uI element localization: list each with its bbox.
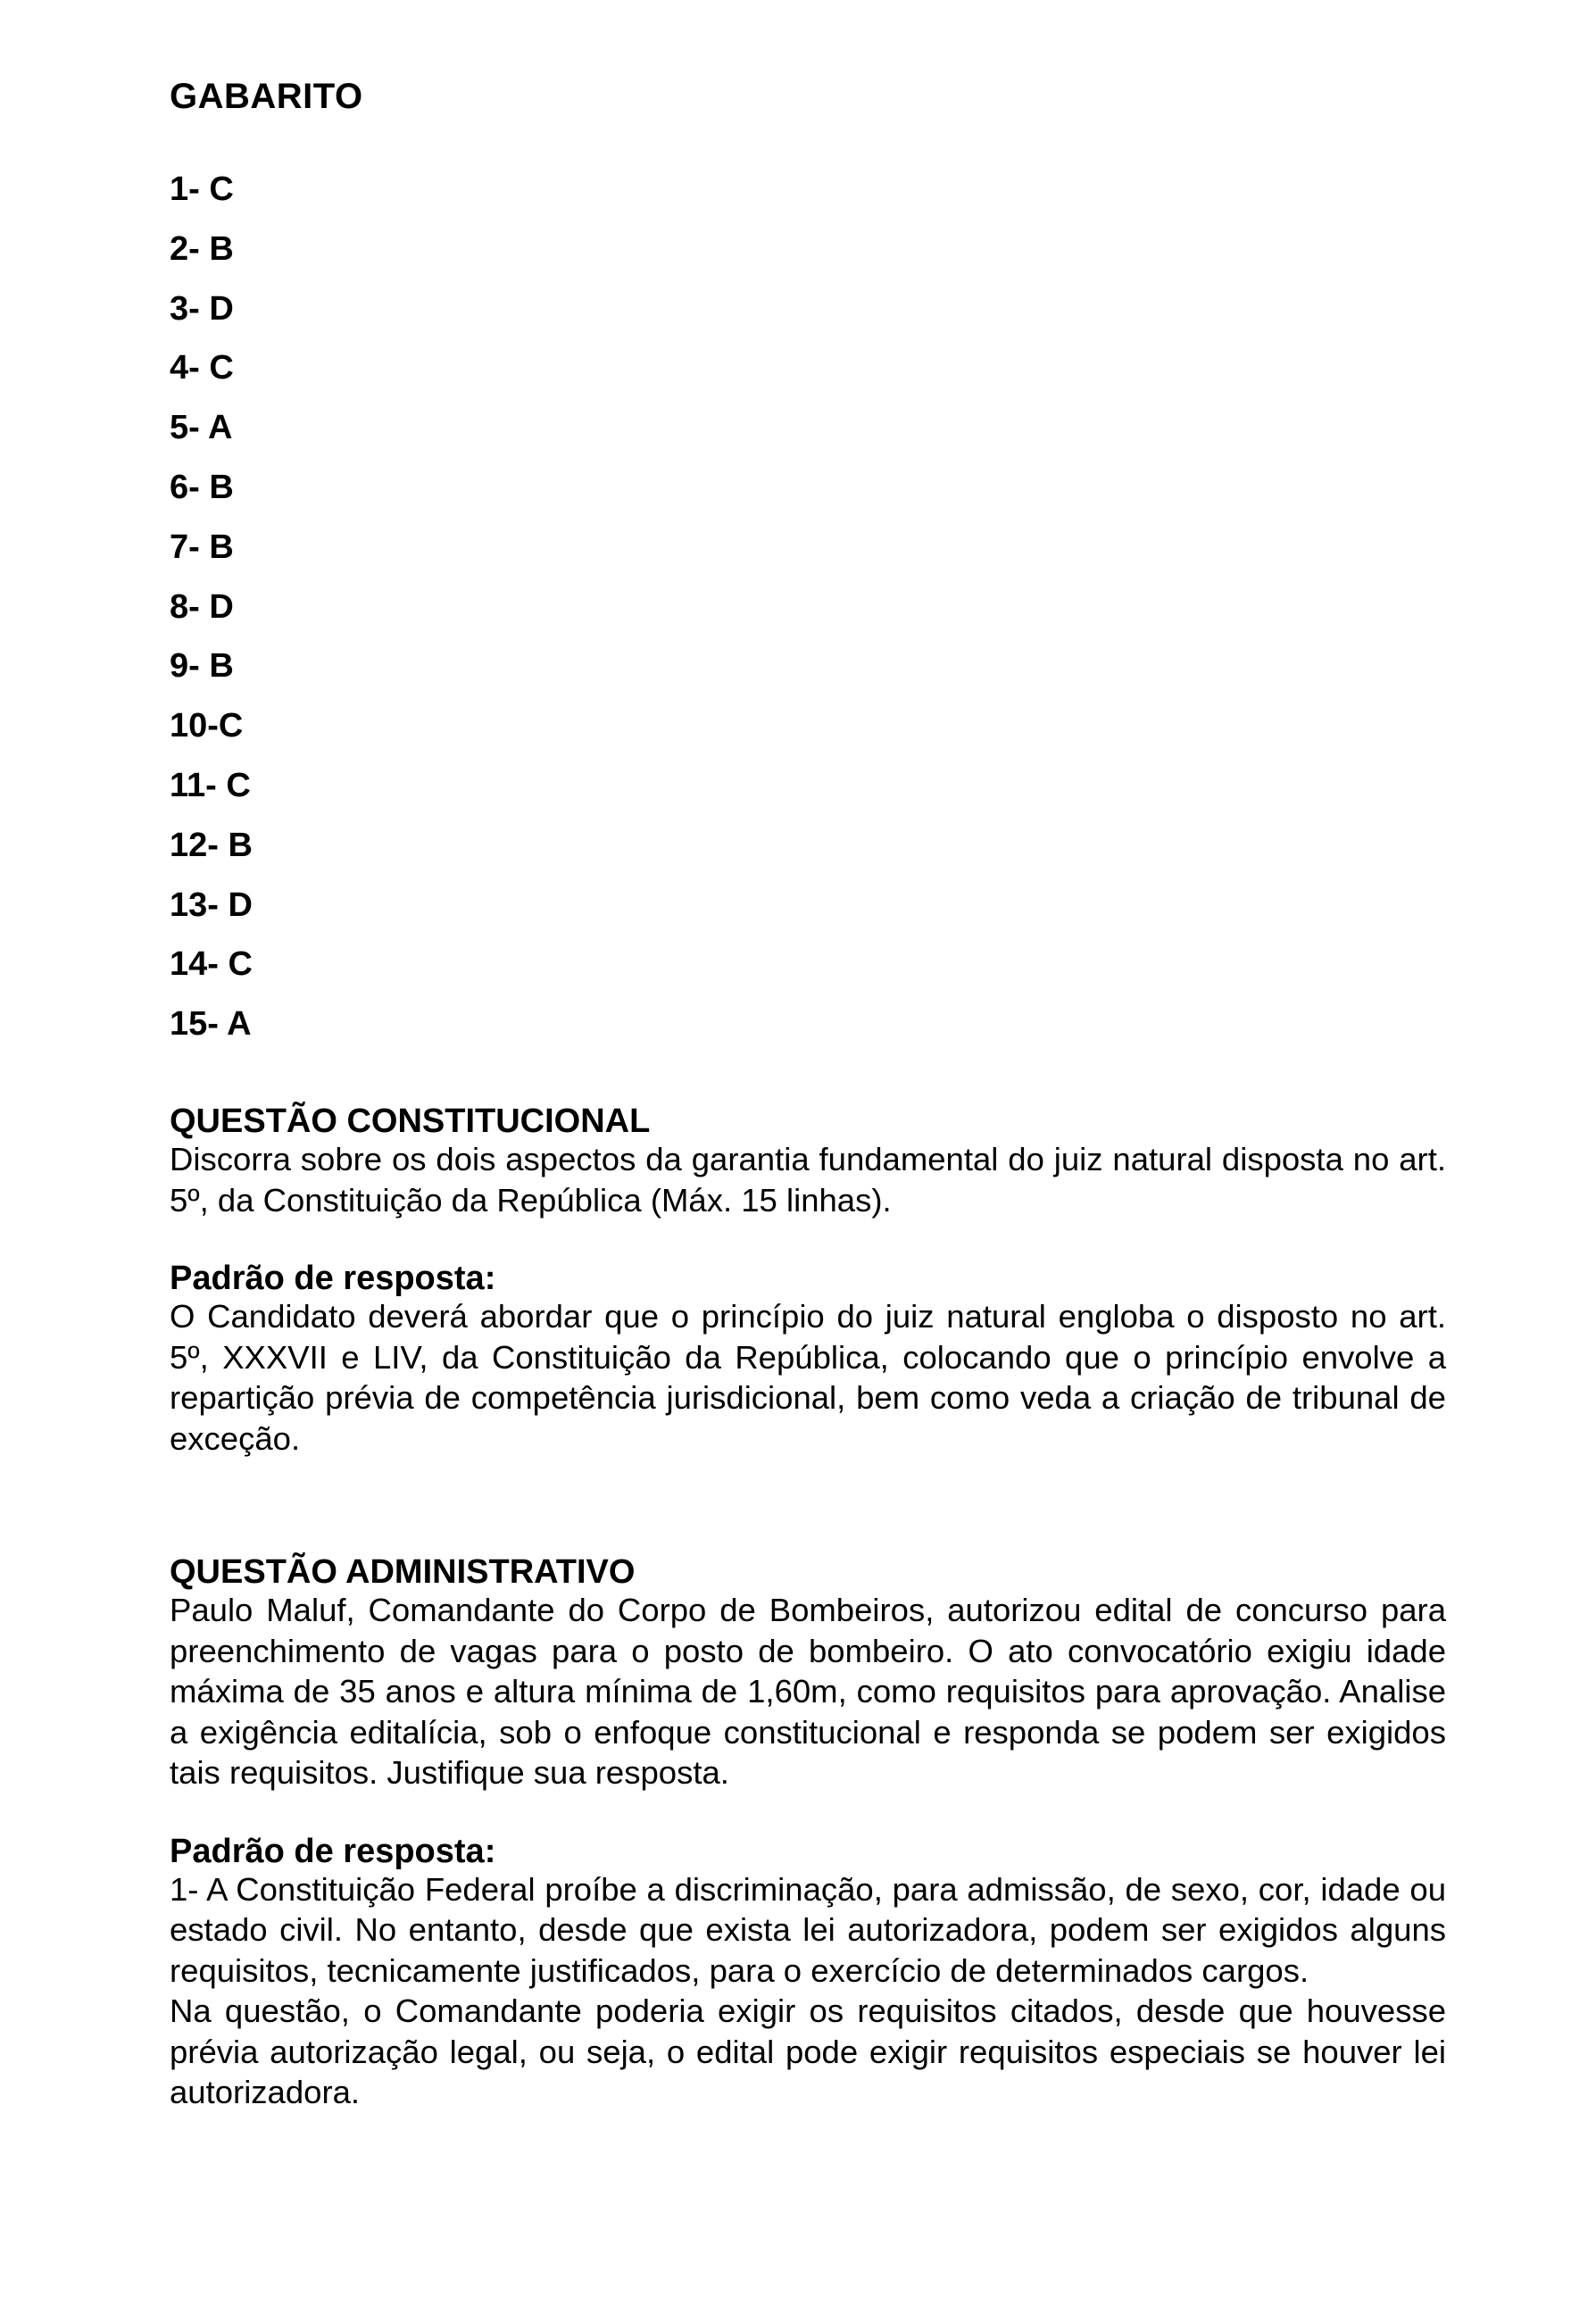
answer-number: 9- bbox=[170, 647, 200, 686]
answer-number: 15- bbox=[170, 1005, 219, 1044]
answer-letter: D bbox=[209, 289, 234, 328]
constitutional-question-section bbox=[170, 1103, 1446, 1459]
answer-item bbox=[170, 645, 253, 704]
answer-letter: C bbox=[209, 349, 234, 387]
administrative-answer-paragraph: 1- A Constituição Federal proíbe a discriminação, para admissão, de sexo, cor, idade ou estado civil. No entanto, desde que exista lei autorizadora, podem ser exigidos alguns requisitos, tecnicamente justificados, para o exercício de determinados cargos. bbox=[170, 1870, 1446, 1989]
answer-letter: B bbox=[209, 528, 234, 566]
answer-item bbox=[170, 466, 253, 526]
administrative-answer-paragraph: Na questão, o Comandante poderia exigir os requisitos citados, desde que houvesse prévia autorização legal, ou seja, o edital pode exigir requisitos especiais se houver lei autorizadora. bbox=[170, 1992, 1446, 2110]
answer-letter: C bbox=[226, 766, 251, 804]
answer-number: 8- bbox=[170, 587, 200, 626]
answer-letter: C bbox=[218, 707, 244, 745]
answer-number: 2- bbox=[170, 229, 200, 268]
answer-letter: C bbox=[209, 171, 234, 208]
answer-key-title: GABARITO bbox=[170, 77, 363, 116]
answer-letter: D bbox=[209, 587, 234, 626]
answer-item bbox=[170, 406, 253, 466]
answer-item bbox=[170, 764, 253, 824]
answer-item bbox=[170, 943, 253, 1002]
answer-number: 7- bbox=[170, 528, 200, 566]
answer-number: 14- bbox=[170, 945, 219, 984]
answer-item bbox=[170, 704, 253, 764]
answer-letter: B bbox=[209, 229, 234, 268]
answer-letter: B bbox=[228, 826, 253, 864]
answer-letter: C bbox=[228, 945, 253, 984]
administrative-question-text: Paulo Maluf, Comandante do Corpo de Bombeiros, autorizou edital de concurso para preenchimento de vagas para o posto de bombeiro. O ato convocatório exigiu idade máxima de 35 anos e altura mínima de 1,60m, como requisitos para aprovação. Analise a exigência editalícia, sob o enfoque constitucional e responda se podem ser exigidos tais requisitos. Justifique sua resposta. bbox=[170, 1592, 1446, 1791]
answer-letter: B bbox=[209, 647, 234, 686]
answer-number: 10- bbox=[170, 707, 219, 745]
answer-number: 13- bbox=[170, 886, 219, 924]
answer-item bbox=[170, 526, 253, 586]
constitutional-question-heading: QUESTÃO CONSTITUCIONAL bbox=[170, 1102, 651, 1140]
answer-item bbox=[170, 346, 253, 406]
answer-number: 4- bbox=[170, 349, 200, 387]
answer-item bbox=[170, 228, 253, 287]
answer-number: 6- bbox=[170, 468, 200, 506]
answer-number: 11- bbox=[170, 766, 217, 804]
answer-item bbox=[170, 586, 253, 645]
answer-letter: D bbox=[228, 886, 253, 924]
answer-number: 12- bbox=[170, 826, 219, 864]
constitutional-answer-text: O Candidato deverá abordar que o princípio do juiz natural engloba o disposto no art. 5º, XXXVII e LIV, da Constituição da República, colocando que o princípio envolve a repartição prévia de competência jurisdicional, bem como veda a criação de tribunal de exceção. bbox=[170, 1298, 1446, 1457]
constitutional-answer-heading: Padrão de resposta: bbox=[170, 1260, 496, 1297]
answer-letter: B bbox=[209, 468, 234, 506]
spacer bbox=[170, 1220, 1446, 1260]
administrative-question-heading: QUESTÃO ADMINISTRATIVO bbox=[170, 1553, 636, 1591]
answer-letter: A bbox=[207, 409, 233, 447]
answer-item bbox=[170, 824, 253, 884]
constitutional-question-text: Discorra sobre os dois aspectos da garantia fundamental do juiz natural disposta no art. 5º, da Constituição da República (Máx. 15 linhas). bbox=[170, 1141, 1446, 1219]
answer-key-list bbox=[170, 168, 253, 1062]
answer-number: 1- bbox=[170, 171, 200, 208]
answer-item bbox=[170, 1002, 253, 1062]
administrative-answer-heading: Padrão de resposta: bbox=[170, 1832, 496, 1870]
answer-item bbox=[170, 884, 253, 944]
answer-number: 3- bbox=[170, 289, 200, 328]
administrative-question-section bbox=[170, 1554, 1446, 2113]
answer-item bbox=[170, 287, 253, 347]
spacer bbox=[170, 1793, 1446, 1834]
answer-item bbox=[170, 168, 253, 228]
answer-number: 5- bbox=[170, 409, 200, 447]
answer-letter: A bbox=[227, 1005, 252, 1044]
